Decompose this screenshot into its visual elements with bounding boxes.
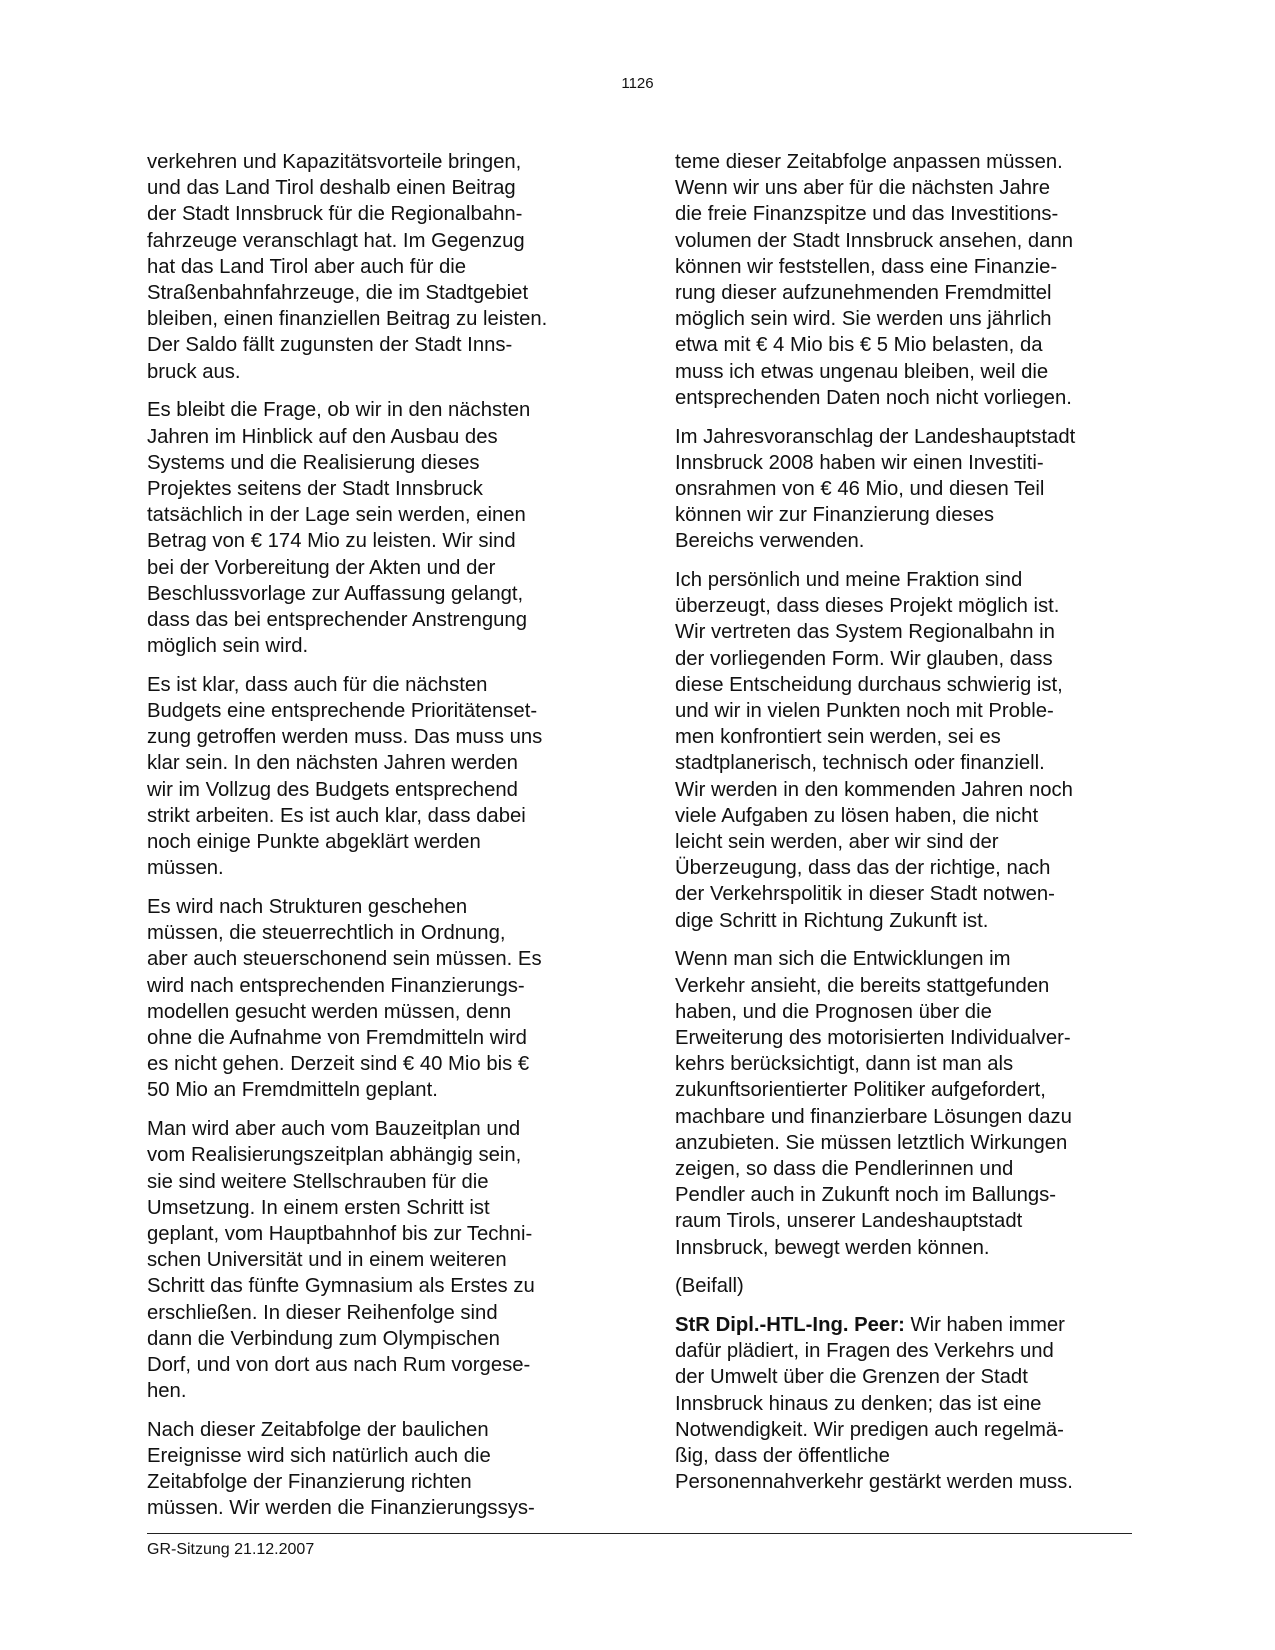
speech-paragraph	[675, 1312, 1127, 1495]
paragraph: Es bleibt die Frage, ob wir in den nächsten Jahren im Hinblick auf den Ausbau des Systems und die Realisierung dieses Projektes seitens der Stadt Innsbruck tatsächlich in der Lage sein werden, einen Betrag von € 174 Mio zu leisten. Wir sind bei der Vorbereitung der Akten und der Beschlussvorlage zur Auffassung gelangt, dass das bei entsprechender Anstrengung möglich sein wird.	[147, 399, 531, 658]
paragraph: Ich persönlich und meine Fraktion sind überzeugt, dass dieses Projekt möglich ist. Wir vertreten das System Regionalbahn in der vorliegenden Form. Wir glauben, dass diese Entscheidung durchaus schwierig ist, und wir in vielen Punkten noch mit Proble- men konfrontiert sein werden, sei es stadtplanerisch, technisch oder finanziell. Wir werden in den kommenden Jahren noch viele Aufgaben zu lösen haben, die nicht leicht sein werden, aber wir sind der Überzeugung, dass das der richtige, nach der Verkehrspolitik in dieser Stadt notwen- dige Schritt in Richtung Zukunft ist.	[675, 569, 1073, 932]
paragraph: Im Jahresvoranschlag der Landeshauptstadt Innsbruck 2008 haben wir einen Investiti- onsrahmen von € 46 Mio, und diesen Teil können wir zur Finanzierung dieses Bereichs verwenden.	[675, 425, 1076, 553]
paragraph: Nach dieser Zeitabfolge der baulichen Ereignisse wird sich natürlich auch die Zeitabfolge der Finanzierung richten müssen. Wir werden die Finanzierungssys-	[147, 1418, 535, 1520]
right-column	[675, 149, 1127, 1495]
paragraph: Wenn man sich die Entwicklungen im Verkehr ansieht, die bereits stattgefunden haben, und die Prognosen über die Erweiterung des motorisierten Individualver- kehrs berücksichtigt, dann ist man als zukunftsorientierter Politiker aufgefordert, machbare und finanzierbare Lösungen dazu anzubieten. Sie müssen letztlich Wirkungen zeigen, so dass die Pendlerinnen und Pendler auch in Zukunft noch im Ballungs- raum Tirols, unserer Landeshauptstadt Innsbruck, bewegt werden können.	[675, 948, 1072, 1259]
paragraph: teme dieser Zeitabfolge anpassen müssen. Wenn wir uns aber für die nächsten Jahre die freie Finanzspitze und das Investitions- volumen der Stadt Innsbruck ansehen, dann können wir feststellen, dass eine Finanzie- rung dieser aufzunehmenden Fremdmittel möglich sein wird. Sie werden uns jährlich etwa mit € 4 Mio bis € 5 Mio belasten, da muss ich etwas ungenau bleiben, weil die entsprechenden Daten noch nicht vorliegen.	[675, 151, 1073, 409]
footer-divider	[147, 1533, 1132, 1534]
applause-note: (Beifall)	[675, 1275, 744, 1298]
speech-text: Wir haben immer dafür plädiert, in Fragen des Verkehrs und der Umwelt über die Grenzen der Stadt Innsbruck hinaus zu denken; das ist eine Notwendigkeit. Wir predigen auch regelmä- ßig, dass der öffentliche Personennahverkehr gestärkt werden muss.	[675, 1314, 1073, 1494]
paragraph: verkehren und Kapazitätsvorteile bringen, und das Land Tirol deshalb einen Beitrag der Stadt Innsbruck für die Regionalbahn- fahrzeuge veranschlagt hat. Im Gegenzug hat das Land Tirol aber auch für die Straßenbahnfahrzeuge, die im Stadtgebiet bleiben, einen finanziellen Beitrag zu leisten. Der Saldo fällt zugunsten der Stadt Inns- bruck aus.	[147, 151, 548, 383]
paragraph: Es wird nach Strukturen geschehen müssen, die steuerrechtlich in Ordnung, aber auch steuerschonend sein müssen. Es wird nach entsprechenden Finanzierungs- modellen gesucht werden müssen, denn ohne die Aufnahme von Fremdmitteln wird es nicht gehen. Derzeit sind € 40 Mio bis € 50 Mio an Fremdmitteln geplant.	[147, 895, 542, 1102]
footer-session-date: GR-Sitzung 21.12.2007	[147, 1541, 315, 1558]
paragraph: Man wird aber auch vom Bauzeitplan und vom Realisierungszeitplan abhängig sein, sie sind weitere Stellschrauben für die Umsetzung. In einem ersten Schritt ist geplant, vom Hauptbahnhof bis zur Techni- schen Universität und in einem weiteren Schritt das fünfte Gymnasium als Erstes zu erschließen. In dieser Reihenfolge sind dann die Verbindung zum Olympischen Dorf, und von dort aus nach Rum vorgese- hen.	[147, 1118, 535, 1403]
left-column	[147, 149, 587, 1522]
page-number: 1126	[621, 75, 654, 92]
paragraph: Es ist klar, dass auch für die nächsten Budgets eine entsprechende Prioritätenset- zung getroffen werden muss. Das muss uns klar sein. In den nächsten Jahren werden wir im Vollzug des Budgets entsprechend strikt arbeiten. Es ist auch klar, dass dabei noch einige Punkte abgeklärt werden müssen.	[147, 673, 543, 880]
speaker-name: StR Dipl.-HTL-Ing. Peer:	[675, 1314, 905, 1337]
